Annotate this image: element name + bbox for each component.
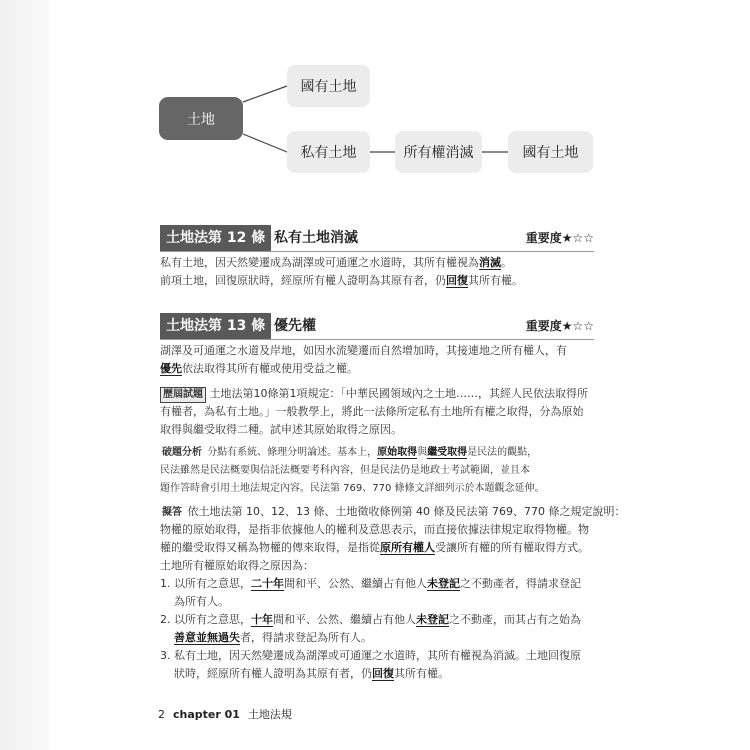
- past-exam-tag: 歷屆試題: [160, 387, 206, 403]
- land-ownership-diagram: [0, 0, 750, 215]
- diagram-connectors: [0, 0, 750, 215]
- article-13-text: 湖澤及可通運之水道及岸地，如因水流變遷而自然增加時，其接連地之所有權人，有 優先依法取得其所有權或使用受益之權。: [160, 344, 567, 375]
- page-footer: [158, 706, 292, 722]
- section-header-art12: [160, 225, 594, 252]
- node-state-land: 國有土地: [287, 65, 370, 107]
- analysis-block: 破題分析 分點有系統、條理分明論述。基本上，原始取得與繼受取得是民法的觀點， 民法雖然是民法概要與信託法概要考科內容，但是民法仍是地政士考試範圍，並且本 題作答時會引用土地法規定內容。民法第 769、770 條條文詳細列示於本題觀念延伸。: [160, 447, 545, 494]
- section-number: 土地法第 13 條: [160, 313, 271, 339]
- list-item: 2. 以所有之意思，十年間和平、公然、繼續占有他人未登記之不動產，而其占有之始為 善意並無過失者，得請求登記為所有人。: [160, 613, 581, 644]
- section-number: 土地法第 12 條: [160, 225, 271, 251]
- node-ownership-extinguished: 所有權消滅: [395, 131, 482, 173]
- node-state-land-end: 國有土地: [508, 131, 593, 173]
- chapter-title: 土地法規: [247, 708, 292, 721]
- importance-rating: 重要度★☆☆: [525, 319, 594, 333]
- chapter-label: chapter 01: [173, 708, 240, 721]
- list-item: 1. 以所有之意思，二十年間和平、公然、繼續占有他人未登記之不動產者，得請求登記 為所有人。: [160, 577, 581, 608]
- page-number: 2: [158, 708, 165, 721]
- node-private-land: 私有土地: [287, 131, 370, 173]
- answer-block: 擬答 依土地法第 10、12、13 條、土地徵收條例第 40 條及民法第 769、770 條之規定說明： 物權的原始取得，是指非依據他人的權利及意思表示，而直接依據法律規定取得物權。物 權的繼受取得又稱為物權的傳來取得，是指從原所有權人受讓所有權的所有權取得方式。 土地所有權原始取得之原因為：: [160, 505, 626, 572]
- analysis-tag: 破題分析: [162, 447, 202, 458]
- section-header-art13: [160, 313, 594, 340]
- answer-tag: 擬答: [162, 507, 182, 518]
- past-exam-block: 歷屆試題 土地法第10條第1項規定：「中華民國領域內之土地……，其經人民依法取得所 有權者，為私有土地。」一般教學上，將此一法條所定私有土地所有權之取得，分為原始 取得與繼受取得二種。試申述其原始取得之原因。: [160, 387, 588, 436]
- importance-rating: 重要度★☆☆: [525, 231, 594, 245]
- section-title: 優先權: [274, 318, 316, 334]
- acquisition-reasons-list: [160, 575, 600, 683]
- list-item: 3. 私有土地，因天然變遷成為湖澤或可通運之水道時，其所有權視為消滅。土地回復原 狀時，經原所有權人證明為其原有者，仍回復其所有權。: [160, 649, 581, 680]
- section-title: 私有土地消滅: [274, 230, 358, 246]
- node-land: 土地: [159, 97, 243, 140]
- article-12-text: 私有土地，因天然變遷成為湖澤或可通運之水道時，其所有權視為消滅。 前項土地，回復原狀時，經原所有權人證明為其原有者，仍回復其所有權。: [160, 256, 523, 287]
